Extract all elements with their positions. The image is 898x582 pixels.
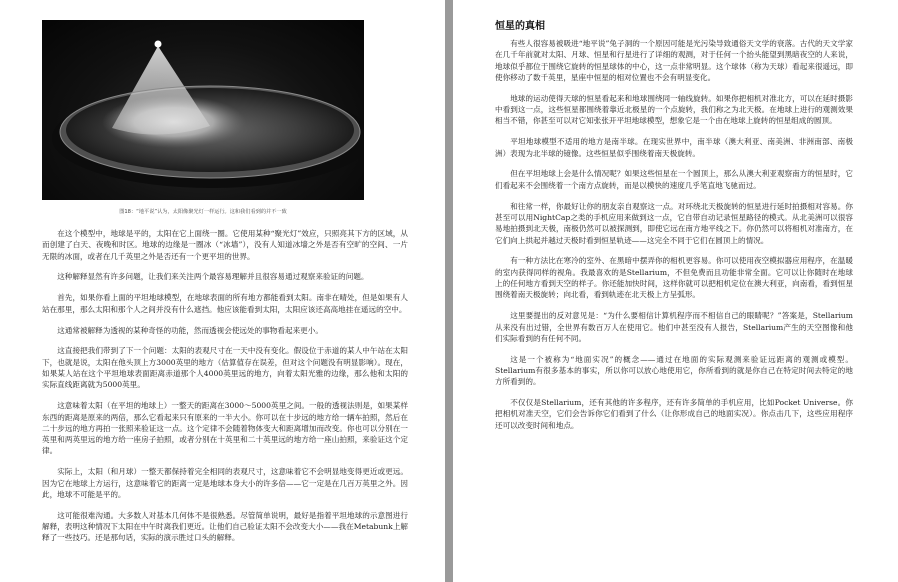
paragraph: 有些人很容易被吸进“地平说”兔子洞的一个原因可能是光污染导致通俗天文学的衰落。古代的天文学家在几千年前就对太阳、月球、恒星和行星进行了详细的观测，对于任何一个抬头能望到黑暗夜空的人来说，地球似乎都位于围绕它旋转的恒星球体的中心，这一点非常明显。这个球体（称为天球）看起来很遥远，即使你移动了数千英里，星座中恒星的相对位置也不会有明显变化。 bbox=[495, 39, 853, 82]
paragraph: 实际上，太阳（和月球）一整天都保持着完全相同的表观尺寸，这意味着它不会明显地变得更近或更远。因为它在地球上方运行，这意味着它的距离一定是地球本身大小的许多倍——它一定是在几百万英里之外。因此，地球不可能是平的。 bbox=[42, 467, 408, 499]
paragraph: 有一种方法比在寒冷的室外、在黑暗中摆弄你的相机更容易。你可以使用夜空模拟器应用程序，在温暖的室内获得同样的视角。我最喜欢的是Stellarium，不但免费而且功能非常全面。它可以让你随时在地球上的任何地方看到天空的样子。你还能加快时间，这样你就可以把相机定位在澳大利亚，向南看，看到恒星围绕着南天极旋转；向北看，看到轨迹在北天极上方呈弧形。 bbox=[495, 256, 853, 300]
flat-earth-illustration bbox=[42, 20, 364, 200]
paragraph: 平坦地球模型不适用的地方是南半球。在现实世界中，南半球（澳大利亚、南美洲、非洲南部、南极洲）表现为北半球的镜像。这些恒星似乎围绕着南天极旋转。 bbox=[495, 137, 853, 158]
flat-earth-figure bbox=[42, 20, 364, 200]
paragraph: 这里要提出的反对意见是：“为什么要相信计算机程序而不相信自己的眼睛呢？”答案是，Stellarium从来没有出过错，全世界有数百万人在使用它。他们中甚至没有人报告，Stellarium产生的天空图像和他们实际看到的有任何不同。 bbox=[495, 311, 853, 343]
paragraph: 这通常被解释为透视的某种奇怪的功能，然而透视会使远处的事物看起来更小。 bbox=[57, 325, 323, 335]
paragraph: 在这个模型中，地球是平的，太阳在它上面绕一圈。它使用某种“聚光灯”效应，只照亮其下方的区域，从而创建了白天、夜晚和时区。地球的边缘是一圈冰（“冰墙”），没有人知道冰墙之外是否有空旷的空间、一片无限的冰面，或者在几千英里之外是否还有一个更平坦的世界。 bbox=[42, 229, 408, 261]
left-page bbox=[0, 0, 445, 582]
left-body-text bbox=[42, 228, 408, 553]
section-title: 恒星的真相 bbox=[495, 21, 545, 32]
right-page bbox=[453, 0, 898, 582]
paragraph: 这意味着太阳（在平坦的地球上）一整天的距离在3000～5000英里之间。一般的透视法则是，如果某样东西的距离是原来的两倍，那么它看起来只有原来的一半大小。你可以在十步远的地方给一辆车拍照，然后在二十步远的地方再拍一张照来验证这一点。这个定律不会随着物体变大和距离增加而改变。你也可以分别在一英里和两英里远的地方给一座房子拍照，或者分别在十英里和二十英里远的地方给一座山拍照，来验证这个定律。 bbox=[42, 401, 408, 456]
paragraph: 这直接把我们带到了下一个问题：太阳的表观尺寸在一天中没有变化。假设位于赤道的某人中午站在太阳下，也就是说，太阳在他头顶上方3000英里的地方（估算值存在误差，但对这个问题没有明显影响）。现在，如果某人站在这个平坦地球表面距离赤道那个人4000英里远的地方，向着太阳光雅的边缘，那么他和太阳的实际直线距离就为5000英里。 bbox=[42, 346, 408, 390]
paragraph: 首先，如果你看上面的平坦地球模型，在地球表面的所有地方都能看到太阳。南非在晴处，但是如果有人站在那里，那么太阳和那个人之间并没有什么遮挡。他应该能看到太阳，太阳应该还高高地挂在遥远的空中。 bbox=[42, 293, 408, 314]
figure-caption: 图18：“地平说”认为，太阳像聚光灯一样运行。这和我们看到的并不一致 bbox=[119, 209, 287, 215]
right-body-text bbox=[495, 38, 853, 441]
paragraph: 和往常一样，你最好让你的朋友亲自观察这一点。对环绕北天极旋转的恒星进行延时拍摄相对容易。你甚至可以用NightCap之类的手机应用来做到这一点，它自带自动记录恒星路径的模式。从北美洲可以很容易地拍摄到北天极，南极仍然可以被探测到，即使它远在南方地平线之下。你仍然可以将相机对准南方，在它们向上拱起并越过天极时看到恒星轨迹——这完全不同于它们在圆顶上的情况。 bbox=[495, 201, 853, 245]
paragraph: 但在平坦地球上会是什么情况呢？如果这些恒星在一个圆顶上，那么从澳大利亚观察南方的恒星时，它们看起来不会围绕着一个南方点旋转，而是以模快的速度几乎笔直地飞驰而过。 bbox=[495, 169, 853, 190]
paragraph: 不仅仅是Stellarium，还有其他的许多程序，还有许多简单的手机应用，比如Pocket Universe。你把相机对准天空，它们会告诉你它们看到了什么（让你形成自己的地面实况）。你点击几下，这些应用程序还可以改变时间和地点。 bbox=[495, 398, 853, 430]
paragraph: 这可能很难沟通。大多数人对基本几何体不是很熟悉。尽管简单说明，最好是指着平坦地球的示意图进行解释，表明这种情况下太阳在中午时离我们更近。让他们自己验证太阳不会改变大小——我在Metabunk上解释了一些技巧。还是那句话，实际的演示胜过口头的解释。 bbox=[42, 510, 408, 543]
paragraph: 这是一个被称为“地面实况”的概念——通过在地面的实际观测来验证远距离的观测或模型。Stellarium有很多基本的事实，所以你可以放心地使用它，你所看到的就是你自己在特定时间去特定的地方所看到的。 bbox=[495, 354, 853, 387]
paragraph: 地球的运动使得天球的恒星看起来和地球围绕同一轴线旋转。如果你把相机对准北方，可以在延时摄影中看到这一点，这些恒星都围绕着靠近北极星的一个点旋转，我们称之为北天极。在地球上进行的观测效果相当不错，你甚至可以对它知张张开平坦地球模型，想象它是一个由在地球上旋转的恒星组成的圆顶。 bbox=[495, 93, 853, 126]
page-divider bbox=[445, 0, 453, 582]
paragraph: 这种解释显然有许多问题，让我们来关注两个最容易理解并且很容易通过观察来验证的问题。 bbox=[57, 272, 369, 282]
